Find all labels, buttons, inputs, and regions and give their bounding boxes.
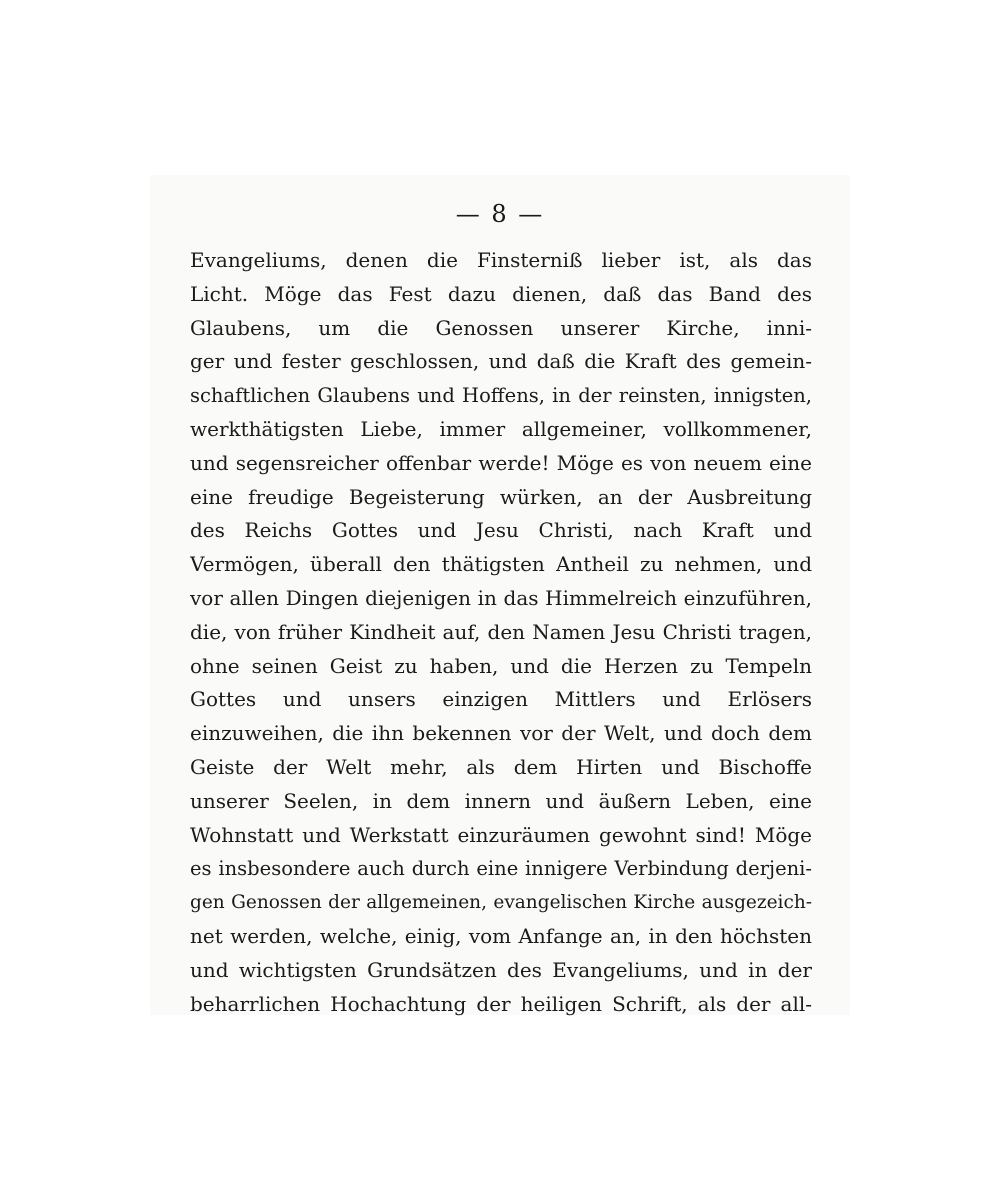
text-line: und wichtigsten Grundsätzen des Evangeliums, und in der xyxy=(190,957,812,982)
text-line: die, von früher Kindheit auf, den Namen Jesu Christi tragen, xyxy=(190,619,812,644)
text-line: ger und fester geschlossen, und daß die Kraft des gemein- xyxy=(190,349,812,374)
text-line: unserer Seelen, in dem innern und äußern Leben, eine xyxy=(190,788,812,813)
text-line: des Reichs Gottes und Jesu Christi, nach Kraft und xyxy=(190,518,812,543)
text-line: Wohnstatt und Werkstatt einzuräumen gewohnt sind! Möge xyxy=(190,822,812,847)
text-line: schaftlichen Glaubens und Hoffens, in der reinsten, innigsten, xyxy=(190,384,812,408)
text-line: Evangeliums, denen die Finsterniß lieber ist, als das xyxy=(190,248,812,272)
body-text xyxy=(190,244,812,1021)
text-line: es insbesondere auch durch eine innigere Verbindung derjeni- xyxy=(190,857,812,881)
text-line: Geiste der Welt mehr, als dem Hirten und Bischoffe xyxy=(190,754,812,779)
text-line: werkthätigsten Liebe, immer allgemeiner, vollkommener, xyxy=(190,416,812,441)
text-line: vor allen Dingen diejenigen in das Himmelreich einzuführen, xyxy=(190,585,812,610)
text-line: net werden, welche, einig, vom Anfange an, in den höchsten xyxy=(190,923,812,948)
text-line: beharrlichen Hochachtung der heiligen Schrift, als der all- xyxy=(190,991,812,1016)
text-line: gen Genossen der allgemeinen, evangelischen Kirche ausgezeich- xyxy=(190,892,812,914)
text-line: eine freudige Begeisterung würken, an der Ausbreitung xyxy=(190,484,812,509)
text-line: Licht. Möge das Fest dazu dienen, daß das Band des xyxy=(190,281,812,306)
page-number: — 8 — xyxy=(455,200,545,228)
text-line: und segensreicher offenbar werde! Möge es von neuem eine xyxy=(190,450,812,475)
text-line: ohne seinen Geist zu haben, und die Herzen zu Tempeln xyxy=(190,653,812,678)
text-line: Glaubens, um die Genossen unserer Kirche, inni- xyxy=(190,315,812,340)
text-line: Gottes und unsers einzigen Mittlers und Erlösers xyxy=(190,687,812,712)
text-line: Vermögen, überall den thätigsten Antheil zu nehmen, und xyxy=(190,552,812,577)
text-line: einzuweihen, die ihn bekennen vor der Welt, und doch dem xyxy=(190,721,812,746)
